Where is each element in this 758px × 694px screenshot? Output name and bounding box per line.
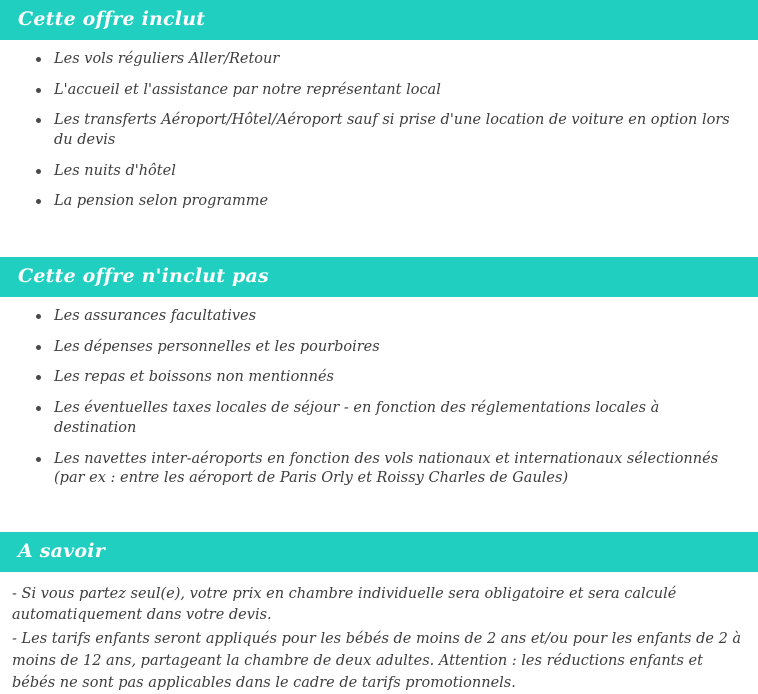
section-not-included: [0, 257, 758, 489]
list-item: Les nuits d'hôtel: [26, 162, 746, 182]
list-item: L'accueil et l'assistance par notre représentant local: [26, 81, 746, 101]
list-item: Les repas et boissons non mentionnés: [26, 368, 746, 388]
section-good-to-know-title: A savoir: [0, 532, 758, 572]
included-list: [12, 50, 746, 212]
list-item: Les navettes inter-aéroports en fonction des vols nationaux et internationaux sélectionnés (par ex : entre les aéroport de Paris Orly et Roissy Charles de Gaules): [26, 450, 746, 489]
list-item: Les assurances facultatives: [26, 307, 746, 327]
section-good-to-know-body: [0, 572, 758, 694]
section-included-body: [0, 40, 758, 212]
not-included-list: [12, 307, 746, 489]
paragraph: - Les tarifs enfants seront appliqués pour les bébés de moins de 2 ans et/ou pour les enfants de 2 à moins de 12 ans, partageant la chambre de deux adultes. Attention : les réductions enfants et bébés ne sont pas applicables dans le cadre de tarifs promotionnels.: [12, 631, 742, 691]
list-item: Les dépenses personnelles et les pourboires: [26, 338, 746, 358]
section-gap: [0, 500, 758, 532]
section-not-included-body: [0, 297, 758, 489]
list-item: La pension selon programme: [26, 192, 746, 212]
section-included-title: Cette offre inclut: [0, 0, 758, 40]
list-item: Les éventuelles taxes locales de séjour - en fonction des réglementations locales à destination: [26, 399, 746, 438]
list-item: Les vols réguliers Aller/Retour: [26, 50, 746, 70]
paragraph: - Si vous partez seul(e), votre prix en chambre individuelle sera obligatoire et sera calculé automatiquement dans votre devis.: [12, 585, 677, 624]
section-not-included-title: Cette offre n'inclut pas: [0, 257, 758, 297]
section-included: [0, 0, 758, 212]
list-item: Les transferts Aéroport/Hôtel/Aéroport sauf si prise d'une location de voiture en option lors du devis: [26, 111, 746, 150]
section-good-to-know: [0, 532, 758, 694]
section-gap: [0, 223, 758, 257]
